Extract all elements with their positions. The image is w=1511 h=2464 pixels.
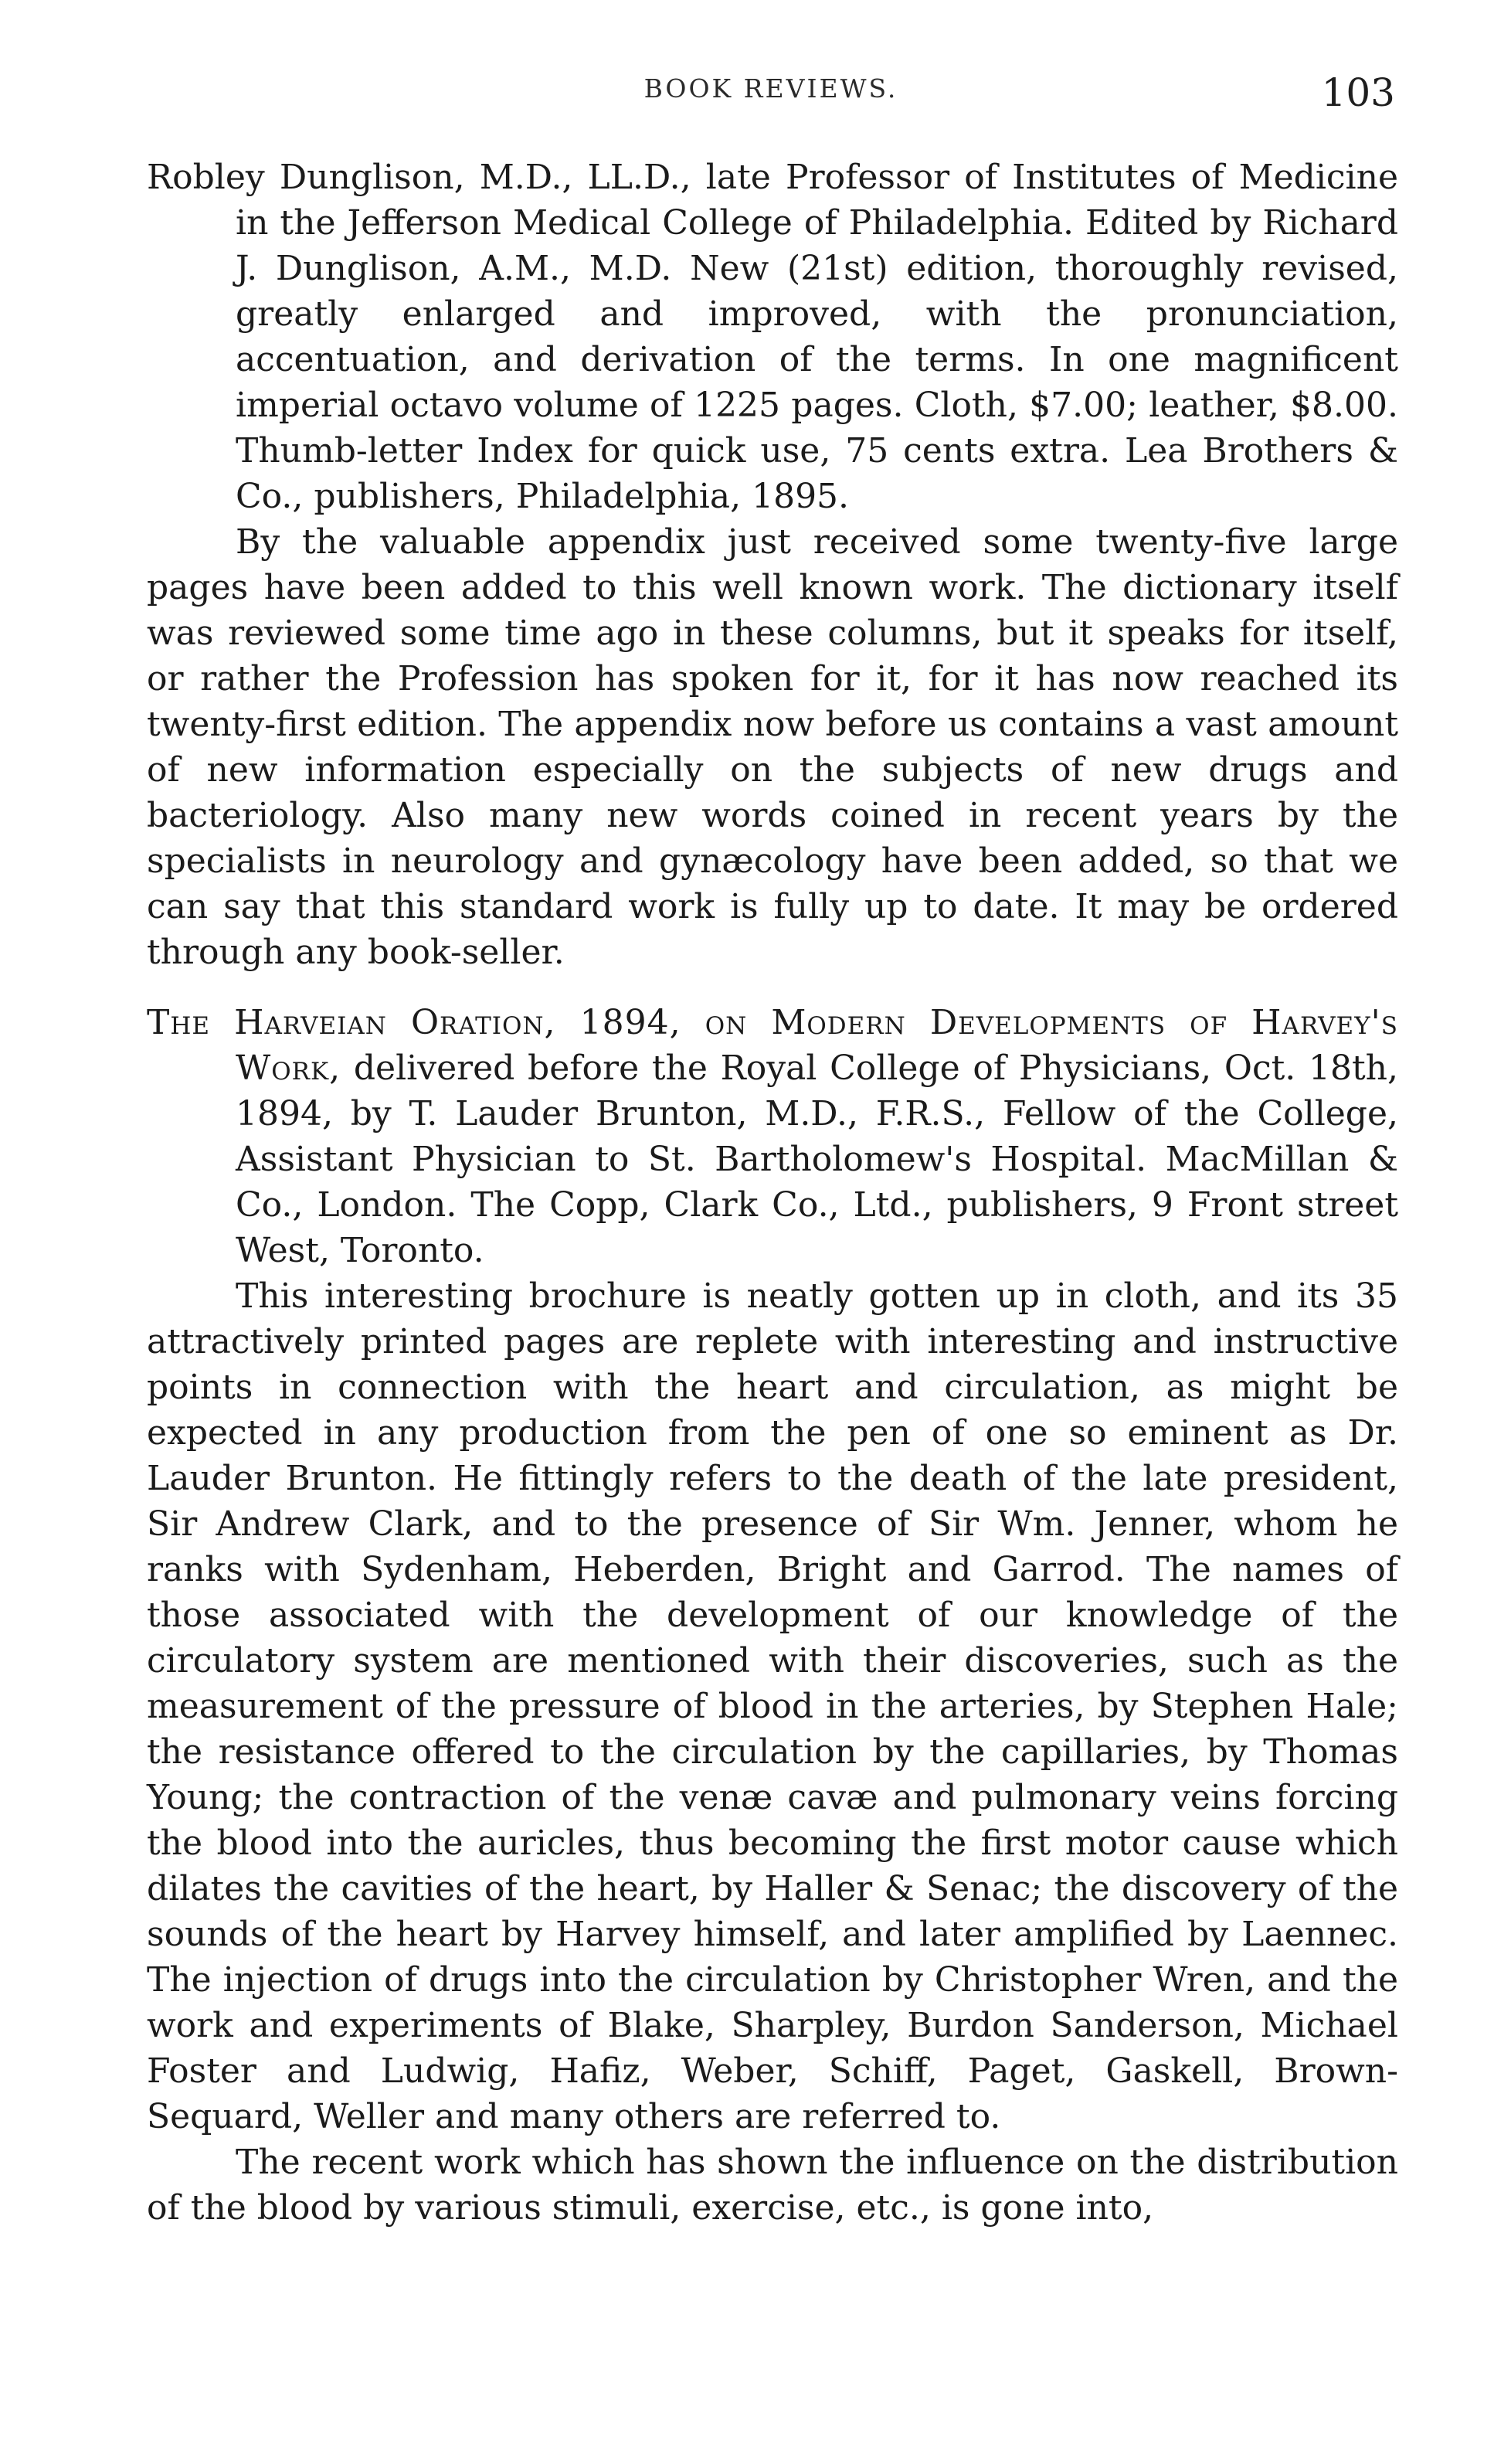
review2-citation-block xyxy=(147,1000,1398,1273)
section-gap xyxy=(147,975,1398,1000)
page-number: 103 xyxy=(1321,70,1395,115)
page-content xyxy=(147,155,1398,2231)
review1-body: By the valuable appendix just received some twenty-five large pages have been added to this well known work. The dictionary itself was reviewed some time ago in these columns, but it speaks for itself, or rather the Profession has spoken for it, for it has now reached its twenty-first edition. The appendix now before us contains a vast amount of new information especially on the subjects of new drugs and bacteriology. Also many new words coined in recent years by the specialists in neurology and gynæcology have been added, so that we can say that this standard work is fully up to date. It may be ordered through any book-seller. xyxy=(147,522,1398,972)
review2-paragraph-2: The recent work which has shown the influence on the distribution of the blood by various stimuli, exercise, etc., is gone into, xyxy=(147,2143,1398,2228)
review2-title: The Harveian Oration, 1894, on Modern Developments of Harvey's Work, xyxy=(147,1003,1398,1088)
running-title: BOOK REVIEWS. xyxy=(643,73,898,104)
review2-citation: delivered before the Royal College of Physicians, Oct. 18th, 1894, by T. Lauder Brunton, M.D., F.R.S., Fellow of the College, Assistant Physician to St. Bartholomew's Hospital. MacMillan & Co., London. The Copp, Clark Co., Ltd., publishers, 9 Front street West, Toronto. xyxy=(236,1048,1398,1270)
running-head xyxy=(147,70,1395,127)
review2-paragraph-1: This interesting brochure is neatly gotten up in cloth, and its 35 attractively printed pages are replete with interesting and instructive points in connection with the heart and circulation, as might be expected in any production from the pen of one so eminent as Dr. Lauder Brunton. He fittingly refers to the death of the late president, Sir Andrew Clark, and to the presence of Sir Wm. Jenner, whom he ranks with Sydenham, Heberden, Bright and Garrod. The names of those associated with the development of our knowledge of the circulatory system are mentioned with their discoveries, such as the measurement of the pressure of blood in the arteries, by Stephen Hale; the resistance offered to the circulation by the capillaries, by Thomas Young; the contraction of the venæ cavæ and pulmonary veins forcing the blood into the auricles, thus becoming the first motor cause which dilates the cavities of the heart, by Haller & Senac; the discovery of the sounds of the heart by Harvey himself, and later amplified by Laennec. The injection of drugs into the circulation by Christopher Wren, and the work and experiments of Blake, Sharpley, Burdon Sanderson, Michael Foster and Ludwig, Hafiz, Weber, Schiff, Paget, Gaskell, Brown-Sequard, Weller and many others are referred to. xyxy=(147,1276,1398,2136)
review1-citation: Robley Dunglison, M.D., LL.D., late Professor of Institutes of Medicine in the Jefferson Medical College of Philadelphia. Edited by Richard J. Dunglison, A.M., M.D. New (21st) edition, thoroughly revised, greatly enlarged and improved, with the pronunciation, accentuation, and derivation of the terms. In one magnificent imperial octavo volume of 1225 pages. Cloth, $7.00; leather, $8.00. Thumb-letter Index for quick use, 75 cents extra. Lea Brothers & Co., publishers, Philadelphia, 1895. xyxy=(147,158,1398,516)
